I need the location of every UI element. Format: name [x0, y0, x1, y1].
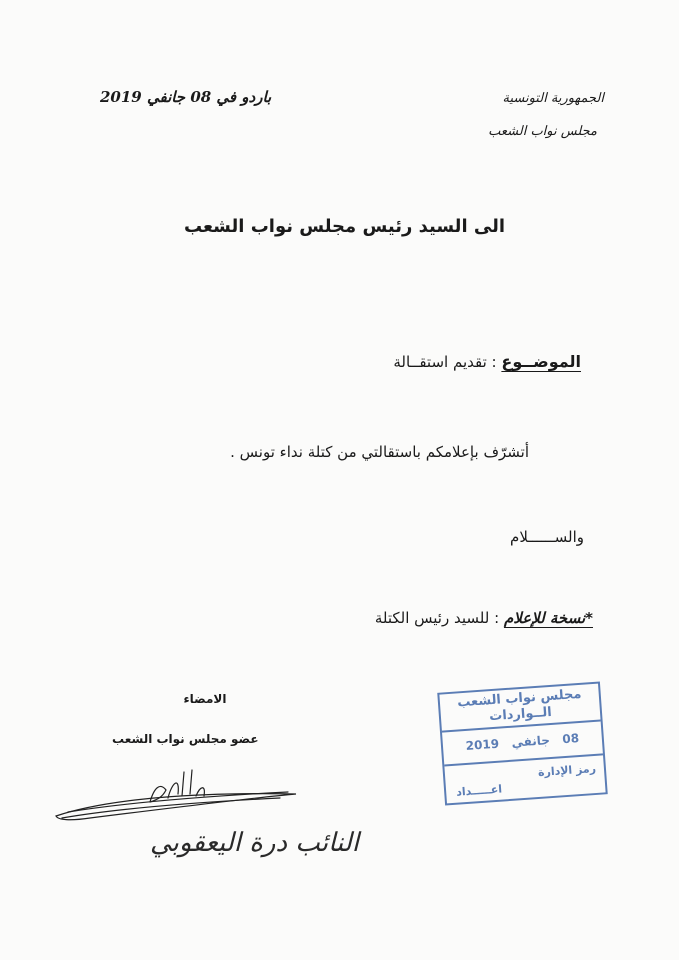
signature-scribble: [50, 768, 310, 828]
signature-role: عضو مجلس نواب الشعب: [112, 732, 259, 746]
header-country: الجمهورية التونسية: [502, 91, 604, 106]
header-place-date: باردو في 08 جانفي 2019: [100, 88, 272, 106]
stamp-date-label: جانفي: [511, 733, 551, 750]
header-institution: مجلس نواب الشعب: [488, 124, 597, 139]
closing-greeting: والســــــلام: [510, 528, 584, 546]
signature-handwritten-name: النائب درة اليعقوبي: [150, 828, 359, 858]
stamp-date-year: 2019: [465, 736, 500, 753]
copy-line: [375, 609, 593, 627]
stamp-line2: الــواردات: [488, 704, 553, 725]
copy-value: للسيد رئيس الكتلة: [374, 609, 490, 627]
subject-value: تقديم استقــالة: [393, 353, 487, 371]
subject-separator: :: [491, 353, 497, 371]
stamp-number-label: اعـــــداد: [455, 782, 503, 799]
copy-separator: :: [494, 609, 500, 627]
stamp-date: [449, 730, 597, 754]
body-paragraph: أتشرّف بإعلامكم باستقالتي من كتلة نداء تونس .: [230, 443, 529, 461]
stamp-date-day: 08: [561, 731, 580, 747]
received-stamp: [437, 681, 607, 805]
signature-label: الامضاء: [183, 692, 227, 706]
stamp-line1: مجلس نواب الشعب: [456, 686, 582, 711]
subject-line: [393, 352, 581, 371]
addressee-title: الى السيد رئيس مجلس نواب الشعب: [183, 216, 506, 237]
stamp-ref-label: رمز الإدارة: [537, 761, 597, 779]
subject-label: الموضــوع: [501, 352, 581, 371]
copy-label: *نسخة للإعلام: [503, 609, 593, 627]
